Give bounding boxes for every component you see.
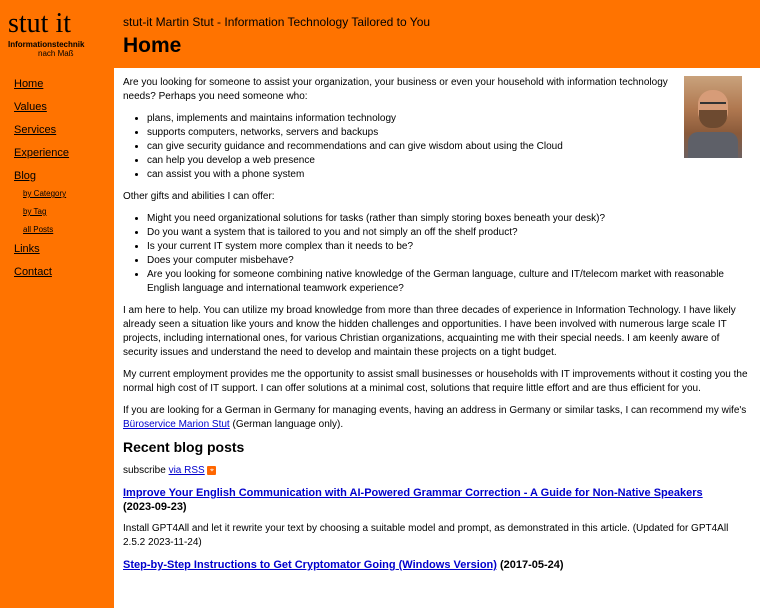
nav-links[interactable]: Links <box>14 243 40 255</box>
subscribe-line: subscribe via RSS ⌖ <box>123 464 750 478</box>
nav-values[interactable]: Values <box>14 101 47 113</box>
nav-blog-all-posts[interactable]: all Posts <box>23 225 54 234</box>
nav-services[interactable]: Services <box>14 124 57 136</box>
blog-post <box>123 486 750 550</box>
employment-paragraph: My current employment provides me the opportunity to assist small businesses or households with IT improvements without it costing you the normal high cost of IT support. I can offer solutions at a minimal cost, solutions that require little effort and are thus efficient for you. <box>123 369 748 394</box>
nav-blog-by-tag[interactable]: by Tag <box>23 207 47 216</box>
post-title-link[interactable]: Improve Your English Communication with AI-Powered Grammar Correction - A Guide for Non-Native Speakers <box>123 487 703 499</box>
rss-link[interactable]: via RSS <box>168 465 205 476</box>
list-item: • plans, implements and maintains information technology <box>147 112 750 126</box>
rss-icon[interactable]: ⌖ <box>207 466 216 475</box>
logo-subtitle: Informationstechnik <box>8 40 85 49</box>
nav-blog[interactable]: Blog <box>14 170 37 182</box>
post-summary: Install GPT4All and let it rewrite your text by choosing a suitable model and prompt, as demonstrated in this article. (Updated for GPT4All 2.5.2 2023-11-24) <box>123 523 729 548</box>
nav-home[interactable]: Home <box>14 78 44 90</box>
page-title: Home <box>123 34 182 57</box>
nav-contact[interactable]: Contact <box>14 266 52 278</box>
recent-posts-heading: Recent blog posts <box>123 439 245 455</box>
help-paragraph: I am here to help. You can utilize my broad knowledge from more than three decades of experience in Information Technology. I have likely already seen a situation like yours and know the hidden challenges and opportunities. I have been involved with numerous large scale IT projects, including international ones, for various Christian organizations, acquainting me with their special needs. I am keenly aware of security issues and understand the need to develop and maintain these projects on a tight budget. <box>123 305 736 358</box>
nav-experience[interactable]: Experience <box>14 147 70 159</box>
gifts-list <box>123 212 750 296</box>
post-title-link[interactable]: Step-by-Step Instructions to Get Cryptomator Going (Windows Version) <box>123 559 497 571</box>
logo-subtitle-2: nach Maß <box>38 49 74 58</box>
nav-blog-by-category[interactable]: by Category <box>23 189 67 198</box>
profile-photo <box>684 76 742 158</box>
post-date: (2023-09-23) <box>123 501 187 513</box>
main-content <box>114 68 760 608</box>
list-item: • Are you looking for someone combining native knowledge of the German language, culture and IT/telecom market with reasonable English language and international teamwork experience? <box>147 268 750 296</box>
list-item: • can help you develop a web presence <box>147 154 750 168</box>
list-item: • Might you need organizational solutions for tasks (rather than simply storing boxes beneath your desk)? <box>147 212 750 226</box>
list-item: • Does your computer misbehave? <box>147 254 750 268</box>
recommendation-paragraph: If you are looking for a German in Germany for managing events, having an address in Germany or similar tasks, I can recommend my wife's Büroservice Marion Stut (German language only). <box>123 405 747 430</box>
list-item: • Is your current IT system more complex than it needs to be? <box>147 240 750 254</box>
list-item: • Do you want a system that is tailored to you and not simply an off the shelf product? <box>147 226 750 240</box>
list-item: • can assist you with a phone system <box>147 168 750 182</box>
gifts-intro: Other gifts and abilities I can offer: <box>123 191 275 202</box>
bueroservice-link[interactable]: Büroservice Marion Stut <box>123 419 230 430</box>
blog-post <box>123 558 750 572</box>
intro-paragraph: Are you looking for someone to assist your organization, your business or even your household with information technology needs? Perhaps you need someone who: <box>123 77 668 102</box>
services-list <box>123 112 750 182</box>
list-item: • supports computers, networks, servers and backups <box>147 126 750 140</box>
site-title: stut-it Martin Stut - Information Technology Tailored to You <box>123 15 431 29</box>
sidebar-nav <box>14 78 109 289</box>
site-logo[interactable] <box>8 10 108 58</box>
logo-text: stut it <box>8 8 72 39</box>
post-date: (2017-05-24) <box>499 559 564 571</box>
list-item: • can give security guidance and recommendations and can give wisdom about using the Cloud <box>147 140 750 154</box>
